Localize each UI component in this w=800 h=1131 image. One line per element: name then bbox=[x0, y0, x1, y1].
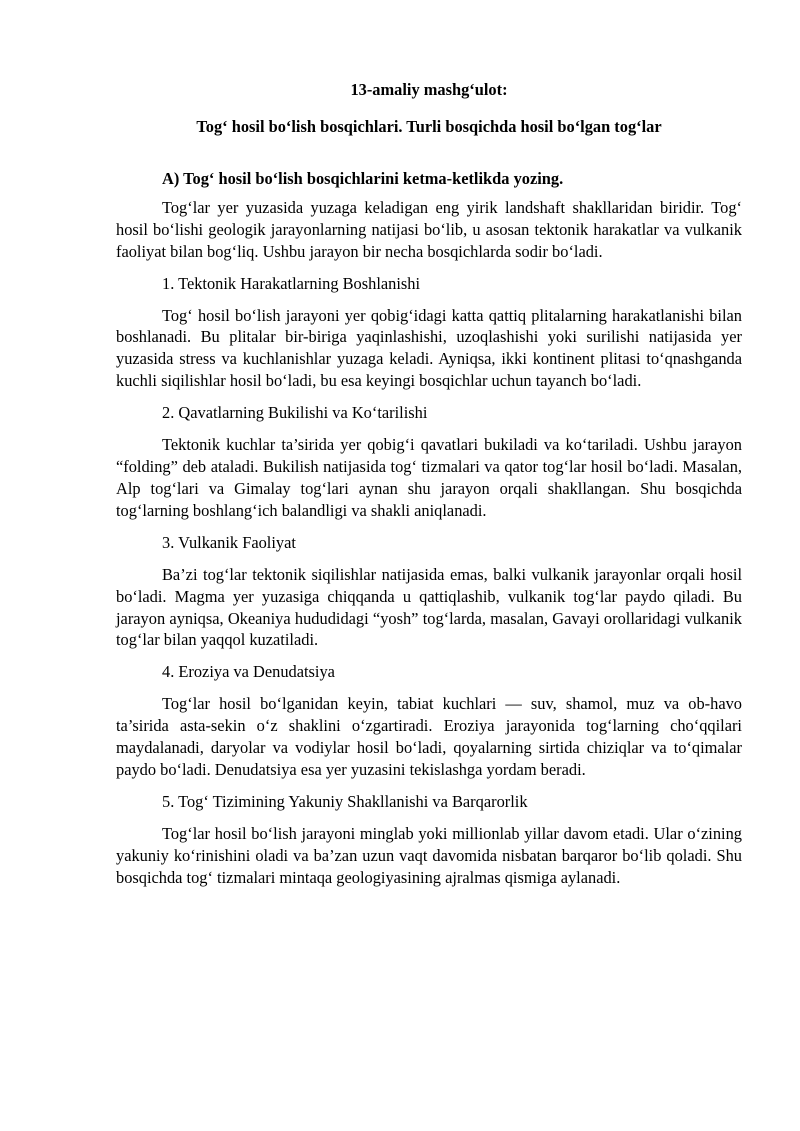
task-heading: A) Tog‘ hosil bo‘lish bosqichlarini ketma-ketlikda yozing. bbox=[162, 169, 564, 189]
section-heading-5: 5. Tog‘ Tizimining Yakuniy Shakllanishi va Barqarorlik bbox=[162, 792, 528, 811]
document-subtitle: Tog‘ hosil bo‘lish bosqichlari. Turli bosqichda hosil bo‘lgan tog‘lar bbox=[196, 116, 662, 136]
section-heading-2: 2. Qavatlarning Bukilishi va Ko‘tarilishi bbox=[162, 403, 428, 423]
section-paragraph-2: Tektonik kuchlar ta’sirida yer qobig‘i qavatlari bukiladi va ko‘tariladi. Ushbu jarayon “folding” deb ataladi. Bukilish natijasida tog‘ tizmalari va qator tog‘lar hosil bo‘ladi. Masalan, Alp tog‘lari va Gimalay tog‘lari aynan shu jarayon orqali shakllangan. Shu bosqichda tog‘larning boshlang‘ich balandligi va shakli aniqlanadi. bbox=[116, 435, 742, 520]
section-heading-3: 3. Vulkanik Faoliyat bbox=[162, 532, 296, 552]
section-heading-4: 4. Eroziya va Denudatsiya bbox=[162, 662, 335, 682]
section-paragraph-1: Tog‘ hosil bo‘lish jarayoni yer qobig‘idagi katta qattiq plitalarning harakatlanishi bilan boshlanadi. Bu plitalar bir-biriga yaqinlashishi, uzoqlashishi yoki surilishi natijasida yer yuzasida stress va kuchlanishlar yuzaga keladi. Ayniqsa, ikki kontinent plitasi to‘qnashganda kuchli siqilishlar hosil bo‘ladi, bu esa keyingi bosqichlar uchun tayanch bo‘ladi. bbox=[116, 305, 742, 391]
intro-paragraph: Tog‘lar yer yuzasida yuzaga keladigan eng yirik landshaft shakllaridan biridir. Tog‘ hosil bo‘lishi geologik jarayonlarning natijasi bo‘lib, u asosan tektonik harakatlar va vulkanik faoliyat bilan bog‘liq. Ushbu jarayon bir necha bosqichlarda sodir bo‘ladi. bbox=[116, 197, 742, 261]
document-page bbox=[116, 78, 742, 889]
section-heading-1: 1. Tektonik Harakatlarning Boshlanishi bbox=[162, 273, 421, 293]
section-paragraph-4: Tog‘lar hosil bo‘lganidan keyin, tabiat kuchlari — suv, shamol, muz va ob-havo ta’sirida asta-sekin o‘z shaklini o‘zgartiradi. Eroziya jarayonida tog‘larning cho‘qqilari maydalanadi, daryolar va vodiylar hosil bo‘ladi, qoyalarning sirtida chiziqlar va to‘qimalar paydo bo‘ladi. Denudatsiya esa yer yuzasini tekislashga yordam beradi. bbox=[116, 694, 742, 780]
section-paragraph-5: Tog‘lar hosil bo‘lish jarayoni minglab yoki millionlab yillar davom etadi. Ular o‘zining yakuniy ko‘rinishini oladi va ba’zan uzun vaqt davomida nisbatan barqaror bo‘lib qoladi. Shu bosqichda tog‘ tizmalari mintaqa geologiyasining ajralmas qismiga aylanadi. bbox=[116, 824, 742, 887]
section-paragraph-3: Ba’zi tog‘lar tektonik siqilishlar natijasida emas, balki vulkanik jarayonlar orqali hosil bo‘ladi. Magma yer yuzasiga chiqqanda u qattiqlashib, vulkanik tog‘lar paydo qiladi. Bu jarayon ayniqsa, Okeaniya hududidagi “yosh” tog‘larda, masalan, Gavayi orollaridagi vulkanik tog‘lar bilan yaqqol kuzatiladi. bbox=[116, 564, 742, 650]
document-title: 13-amaliy mashg‘ulot: bbox=[350, 80, 508, 99]
